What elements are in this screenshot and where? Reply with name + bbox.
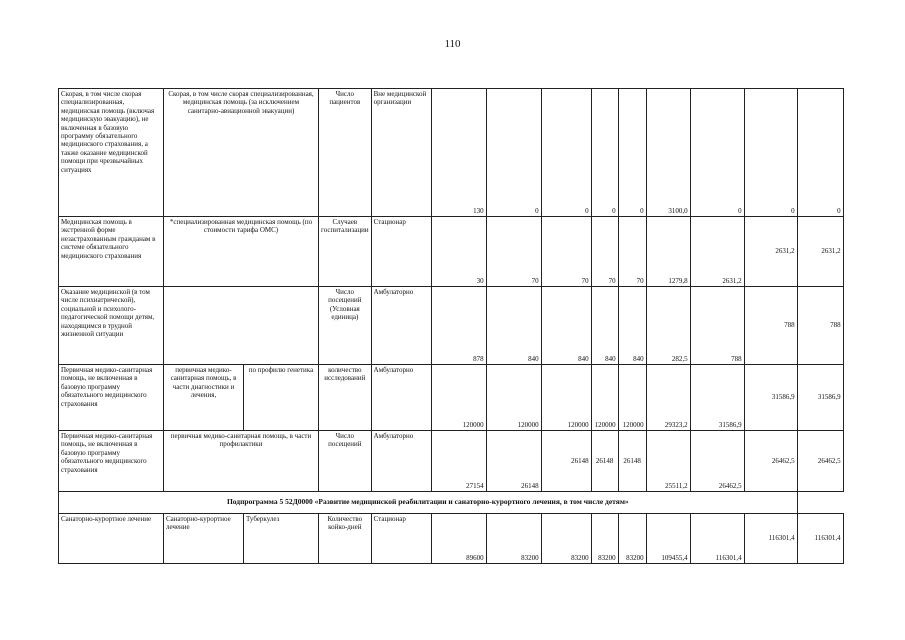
value-cell: 26462,5 — [690, 431, 744, 492]
value-cell: 70 — [541, 217, 591, 287]
value-cell: 29323,2 — [646, 365, 690, 431]
value-cell: 0 — [591, 89, 618, 217]
row-name: Санаторно-курортное лечение — [59, 514, 164, 564]
row-unit: Случаев госпитализации — [319, 217, 372, 287]
row-name: Скорая, в том числе скорая специализированная, медицинская помощь (включая медицинскую эвакуацию), не включенная в базовую программу обязательного медицинского страхования, а также оказание медицинской помощи при чрезвычайных ситуациях — [59, 89, 164, 217]
value-cell: 788 — [744, 287, 797, 365]
row-name: Оказание медицинской (в том числе психиатрической), социальной и психолого-педагогической помощи детям, находящимся в трудной жизненной ситуации — [59, 287, 164, 365]
value-cell: 26148 — [591, 431, 618, 492]
value-cell: 25511,2 — [646, 431, 690, 492]
row-conditions: Вне медицинской организации — [371, 89, 431, 217]
value-cell: 0 — [690, 89, 744, 217]
value-cell: 120000 — [486, 365, 541, 431]
row-conditions: Амбулаторно — [371, 287, 431, 365]
value-cell: 116301,4 — [690, 514, 744, 564]
page-number: 110 — [444, 38, 461, 50]
value-cell: 31586,9 — [797, 365, 843, 431]
value-cell: 2631,2 — [744, 217, 797, 287]
value-cell: 120000 — [431, 365, 486, 431]
value-cell: 83200 — [618, 514, 646, 564]
value-cell: 89600 — [431, 514, 486, 564]
value-cell: 1279,8 — [646, 217, 690, 287]
value-cell: 120000 — [618, 365, 646, 431]
table-row — [59, 431, 844, 492]
row-conditions: Амбулаторно — [371, 431, 431, 492]
value-cell: 26148 — [541, 431, 591, 492]
value-cell: 2631,2 — [690, 217, 744, 287]
row-name: Медицинская помощь в экстренной форме незастрахованным гражданам в системе обязательного медицинского страхования — [59, 217, 164, 287]
row-name: Первичная медико-санитарная помощь, не включенная в базовую программу обязательного медицинского страхования — [59, 365, 164, 431]
value-cell: 840 — [591, 287, 618, 365]
value-cell: 116301,4 — [797, 514, 843, 564]
value-cell: 31586,9 — [744, 365, 797, 431]
value-cell: 83200 — [591, 514, 618, 564]
subprogram-row — [59, 492, 844, 514]
value-cell: 0 — [541, 89, 591, 217]
subprogram-title: Подпрограмма 5 52Д0000 «Развитие медицинской реабилитации и санаторно-курортного лечения, в том числе детям» — [59, 492, 798, 514]
value-cell: 26462,5 — [744, 431, 797, 492]
table-row — [59, 89, 844, 217]
value-cell: 3100,0 — [646, 89, 690, 217]
value-cell: 26148 — [618, 431, 646, 492]
value-cell: 840 — [486, 287, 541, 365]
value-cell: 788 — [690, 287, 744, 365]
row-profile-b: по профилю генетика — [244, 365, 319, 431]
row-unit: Количество койко-дней — [319, 514, 372, 564]
table-row — [59, 365, 844, 431]
row-profile: Скорая, в том числе скорая специализированная, медицинская помощь (за исключением санитарно-авиационной эвакуации) — [164, 89, 319, 217]
value-cell: 878 — [431, 287, 486, 365]
row-profile-a: Санаторно-курортное лечение — [164, 514, 244, 564]
value-cell: 120000 — [591, 365, 618, 431]
row-unit: количество исследований — [319, 365, 372, 431]
value-cell: 282,5 — [646, 287, 690, 365]
value-cell: 2631,2 — [797, 217, 843, 287]
value-cell: 788 — [797, 287, 843, 365]
table-row — [59, 217, 844, 287]
value-cell: 83200 — [541, 514, 591, 564]
value-cell: 70 — [618, 217, 646, 287]
row-conditions: Стационар — [371, 217, 431, 287]
value-cell: 116301,4 — [744, 514, 797, 564]
value-cell: 30 — [431, 217, 486, 287]
value-cell: 130 — [431, 89, 486, 217]
value-cell: 840 — [618, 287, 646, 365]
value-cell: 0 — [797, 89, 843, 217]
value-cell: 109455,4 — [646, 514, 690, 564]
value-cell: 26148 — [486, 431, 541, 492]
value-cell: 0 — [486, 89, 541, 217]
table-row — [59, 514, 844, 564]
value-cell: 31586,9 — [690, 365, 744, 431]
table-row — [59, 287, 844, 365]
budget-table — [58, 88, 844, 564]
row-profile: *специализированная медицинская помощь (по стоимости тарифа ОМС) — [164, 217, 319, 287]
row-profile-a: первичная медико-санитарная помощь, в части диагностики и лечения, — [164, 365, 244, 431]
row-conditions: Стационар — [371, 514, 431, 564]
value-cell: 26462,5 — [797, 431, 843, 492]
value-cell: 0 — [618, 89, 646, 217]
value-cell: 0 — [744, 89, 797, 217]
value-cell: 70 — [486, 217, 541, 287]
row-unit: Число посещений — [319, 431, 372, 492]
row-profile: первичная медико-санитарная помощь, в части профилактики — [164, 431, 319, 492]
row-conditions: Амбулаторно — [371, 365, 431, 431]
row-profile-b: Туберкулез — [244, 514, 319, 564]
row-name: Первичная медико-санитарная помощь, не включенная в базовую программу обязательного медицинского страхования — [59, 431, 164, 492]
value-cell: 70 — [591, 217, 618, 287]
value-cell: 27154 — [431, 431, 486, 492]
value-cell: 83200 — [486, 514, 541, 564]
value-cell: 120000 — [541, 365, 591, 431]
value-cell: 840 — [541, 287, 591, 365]
row-unit: Число посещений (Условная единица) — [319, 287, 372, 365]
row-unit: Число пациентов — [319, 89, 372, 217]
row-profile-empty — [164, 287, 319, 365]
